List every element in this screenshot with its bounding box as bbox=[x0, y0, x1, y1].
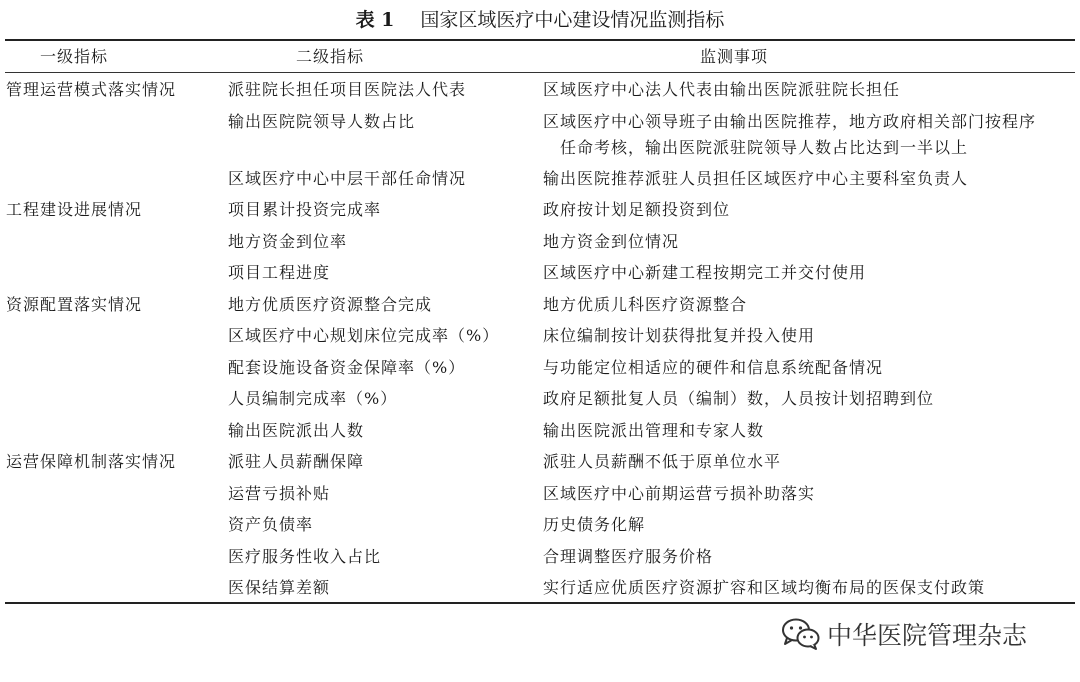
monitoring-item-cell bbox=[543, 260, 1073, 286]
table-row bbox=[0, 509, 1080, 541]
secondary-indicator-cell: 配套设施设备资金保障率（%） bbox=[228, 357, 466, 377]
monitoring-item-cell bbox=[543, 323, 1073, 349]
secondary-indicator-cell: 资产负债率 bbox=[228, 515, 314, 534]
header-rule bbox=[5, 72, 1075, 73]
monitoring-item-text: 区域医疗中心新建工程按期完工并交付使用 bbox=[543, 263, 867, 282]
header-secondary-indicator: 二级指标 bbox=[296, 47, 365, 66]
secondary-indicator-cell: 医保结算差额 bbox=[228, 578, 331, 597]
monitoring-item-cell bbox=[543, 292, 1073, 318]
monitoring-item-cell bbox=[543, 355, 1073, 381]
monitoring-item-cell bbox=[543, 449, 1073, 475]
secondary-indicator-cell: 地方资金到位率 bbox=[228, 231, 348, 251]
secondary-indicator-cell: 医疗服务性收入占比 bbox=[228, 546, 382, 566]
watermark bbox=[781, 616, 1027, 652]
monitoring-item-text: 床位编制按计划获得批复并投入使用 bbox=[543, 326, 816, 345]
table-row bbox=[0, 541, 1080, 573]
top-rule bbox=[5, 39, 1075, 41]
table-row bbox=[0, 226, 1080, 258]
table-caption bbox=[0, 6, 1080, 34]
monitoring-item-text: 地方资金到位情况 bbox=[543, 231, 680, 251]
table-row bbox=[0, 106, 1080, 163]
monitoring-item-cell bbox=[543, 575, 1073, 601]
monitoring-item-text: 历史债务化解 bbox=[543, 515, 646, 534]
table-row bbox=[0, 352, 1080, 384]
table-row bbox=[0, 74, 1080, 106]
primary-indicator-cell: 工程建设进展情况 bbox=[6, 200, 143, 219]
monitoring-item-cell bbox=[543, 544, 1073, 570]
monitoring-item-text-continued: 任命考核，输出医院派驻院领导人数占比达到一半以上 bbox=[560, 137, 969, 157]
monitoring-item-cell bbox=[543, 229, 1073, 255]
monitoring-item-text: 与功能定位相适应的硬件和信息系统配备情况 bbox=[543, 357, 884, 377]
monitoring-item-cell bbox=[543, 197, 1073, 223]
secondary-indicator-cell: 输出医院派出人数 bbox=[228, 420, 365, 440]
secondary-indicator-cell: 项目工程进度 bbox=[228, 263, 331, 282]
table-row bbox=[0, 478, 1080, 510]
table-title: 国家区域医疗中心建设情况监测指标 bbox=[420, 9, 725, 31]
table-row bbox=[0, 194, 1080, 226]
monitoring-item-cell bbox=[543, 109, 1073, 161]
bottom-rule bbox=[5, 602, 1075, 604]
monitoring-item-text: 合理调整医疗服务价格 bbox=[543, 546, 714, 566]
secondary-indicator-cell: 输出医院院领导人数占比 bbox=[228, 111, 416, 131]
secondary-indicator-cell: 项目累计投资完成率 bbox=[228, 200, 382, 219]
primary-indicator-cell: 管理运营模式落实情况 bbox=[6, 80, 177, 99]
monitoring-item-cell bbox=[543, 481, 1073, 507]
monitoring-item-text: 输出医院推荐派驻人员担任区域医疗中心主要科室负责人 bbox=[543, 168, 969, 188]
table-row bbox=[0, 572, 1080, 604]
table-row bbox=[0, 383, 1080, 415]
monitoring-item-cell bbox=[543, 386, 1073, 412]
secondary-indicator-cell: 派驻院长担任项目医院法人代表 bbox=[228, 80, 467, 99]
secondary-indicator-cell: 区域医疗中心规划床位完成率（%） bbox=[228, 326, 500, 345]
monitoring-item-text: 输出医院派出管理和专家人数 bbox=[543, 420, 765, 440]
secondary-indicator-cell: 人员编制完成率（%） bbox=[228, 389, 398, 408]
table-body bbox=[0, 74, 1080, 604]
monitoring-item-text: 政府按计划足额投资到位 bbox=[543, 200, 731, 219]
monitoring-item-cell bbox=[543, 418, 1073, 444]
table-row bbox=[0, 163, 1080, 195]
secondary-indicator-cell: 地方优质医疗资源整合完成 bbox=[228, 294, 433, 314]
secondary-indicator-cell: 派驻人员薪酬保障 bbox=[228, 452, 365, 471]
monitoring-item-text: 实行适应优质医疗资源扩容和区域均衡布局的医保支付政策 bbox=[543, 578, 986, 597]
header-primary-indicator: 一级指标 bbox=[40, 47, 109, 66]
monitoring-item-cell bbox=[543, 77, 1073, 103]
table-number: 表 1 bbox=[355, 9, 395, 31]
monitoring-item-text: 派驻人员薪酬不低于原单位水平 bbox=[543, 452, 782, 471]
table-row bbox=[0, 320, 1080, 352]
watermark-text: 中华医院管理杂志 bbox=[827, 621, 1028, 650]
primary-indicator-cell: 资源配置落实情况 bbox=[6, 294, 143, 314]
table-row bbox=[0, 446, 1080, 478]
monitoring-item-cell bbox=[543, 166, 1073, 192]
monitoring-item-text: 区域医疗中心领导班子由输出医院推荐，地方政府相关部门按程序 bbox=[543, 111, 1037, 131]
monitoring-item-cell bbox=[543, 512, 1073, 538]
primary-indicator-cell: 运营保障机制落实情况 bbox=[6, 452, 177, 471]
wechat-icon bbox=[781, 617, 821, 651]
table-row bbox=[0, 415, 1080, 447]
secondary-indicator-cell: 区域医疗中心中层干部任命情况 bbox=[228, 168, 467, 188]
monitoring-item-text: 区域医疗中心前期运营亏损补助落实 bbox=[543, 483, 816, 503]
header-monitoring-item: 监测事项 bbox=[700, 47, 769, 66]
monitoring-item-text: 政府足额批复人员（编制）数，人员按计划招聘到位 bbox=[543, 389, 935, 408]
table-row bbox=[0, 289, 1080, 321]
secondary-indicator-cell: 运营亏损补贴 bbox=[228, 483, 331, 503]
monitoring-item-text: 区域医疗中心法人代表由输出医院派驻院长担任 bbox=[543, 80, 901, 99]
monitoring-item-text: 地方优质儿科医疗资源整合 bbox=[543, 294, 748, 314]
table-row bbox=[0, 257, 1080, 289]
